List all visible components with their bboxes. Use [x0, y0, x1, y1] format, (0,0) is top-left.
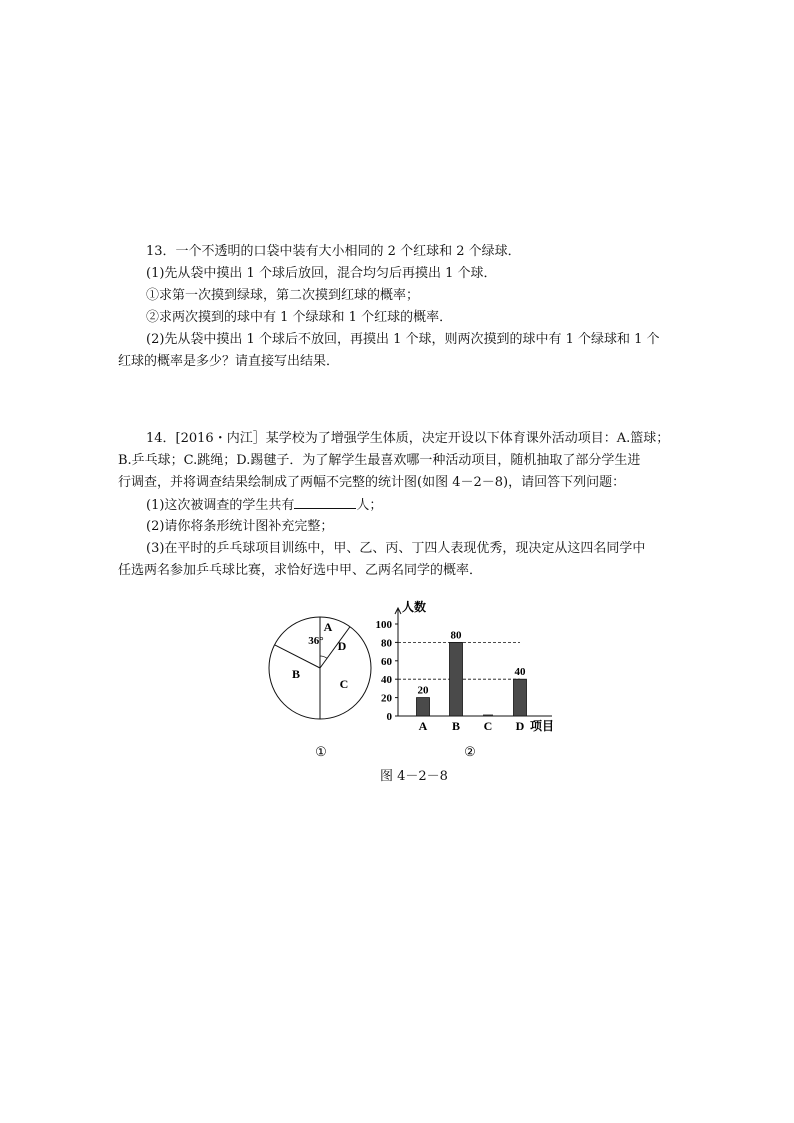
x-tick-label-C: C	[483, 719, 493, 733]
q13-line-1: 13．一个不透明的口袋中装有大小相同的 2 个红球和 2 个绿球．	[146, 244, 521, 259]
q14-line-5: (2)请你将条形统计图补充完整；	[146, 519, 334, 534]
x-tick-label-A: A	[418, 719, 428, 733]
q14-line-1: 14．[2016・内江］某学校为了增强学生体质，决定开设以下体育课外活动项目：A.篮球；	[146, 431, 670, 446]
bar-D	[514, 679, 527, 716]
pie-label-A: A	[323, 620, 333, 634]
pie-angle-label: 36°	[308, 635, 324, 647]
y-tick-label-20: 20	[381, 692, 392, 705]
y-axis-label: 人数	[402, 600, 427, 614]
q14-line-7: 任选两名参加乒乓球比赛，求恰好选中甲、乙两名同学的概率．	[118, 563, 483, 578]
q13-line-2: (1)先从袋中摸出 1 个球后放回，混合均匀后再摸出 1 个球．	[146, 266, 497, 281]
x-axis-label: 项目	[530, 719, 555, 733]
q13-line-4: ②求两次摸到的球中有 1 个绿球和 1 个红球的概率．	[146, 310, 453, 325]
figure-caption: 图 4－2－8	[380, 769, 448, 784]
pie-angle-arc	[320, 656, 327, 658]
bar-value-A: 20	[417, 684, 429, 697]
y-tick-label-100: 100	[375, 619, 392, 631]
q14-line-6: (3)在平时的乒乓球项目训练中，甲、乙、丙、丁四人表现优秀，现决定从这四名同学中	[146, 541, 646, 556]
pie-chart	[269, 617, 371, 719]
x-tick-label-B: B	[451, 719, 461, 733]
y-tick-label-40: 40	[381, 674, 392, 687]
x-tick-label-D: D	[515, 719, 525, 733]
q14-line-4-prefix: (1)这次被调查的学生共有	[146, 498, 295, 513]
bar-A	[417, 698, 430, 716]
q14-line-3: 行调查，并将调查结果绘制成了两幅不完整的统计图(如图 4－2－8)，请回答下列问题：	[118, 475, 626, 490]
y-tick-label-60: 60	[381, 655, 392, 668]
q14-line-4-suffix: 人；	[356, 498, 383, 513]
y-tick-label-0: 0	[386, 711, 392, 723]
pie-divider-3	[275, 645, 320, 668]
bar-value-B: 80	[450, 629, 462, 642]
pie-label-B: B	[291, 667, 301, 681]
q14-line-2: B.乒乓球；C.跳绳；D.踢毽子．为了解学生最喜欢哪一种活动项目，随机抽取了部分学生进	[118, 453, 641, 468]
bar-figure-label: ②	[464, 744, 476, 759]
pie-figure-label: ①	[315, 744, 327, 759]
bar-B	[450, 642, 463, 716]
pie-label-D: D	[337, 639, 347, 653]
bar-value-D: 40	[514, 666, 526, 679]
q13-line-5: (2)先从袋中摸出 1 个球后不放回，再摸出 1 个球，则两次摸到的球中有 1 个绿球和 1 个	[146, 332, 660, 347]
y-tick-label-80: 80	[381, 637, 392, 650]
bar-chart	[376, 599, 555, 733]
q13-line-6: 红球的概率是多少？请直接写出结果．	[118, 354, 340, 369]
pie-label-C: C	[339, 677, 349, 691]
q13-line-3: ①求第一次摸到绿球，第二次摸到红球的概率；	[146, 288, 420, 303]
